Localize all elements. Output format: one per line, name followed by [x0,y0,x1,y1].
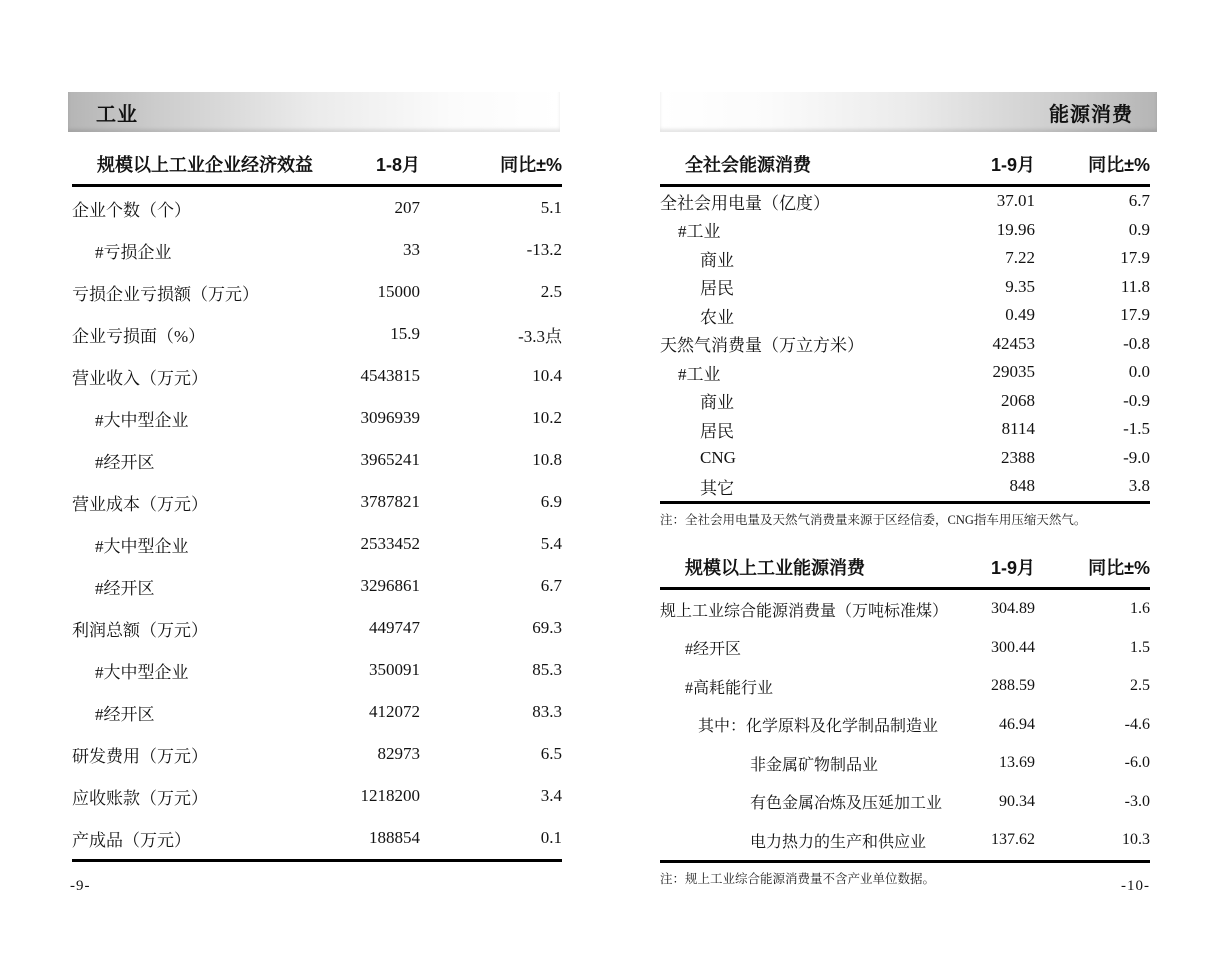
row-label: 电力热力的生产和供应业 [750,833,927,851]
table-row [72,481,562,523]
yoy-header: 同比±% [500,155,562,175]
row-label: 企业亏损面（%） [72,326,206,346]
row-value: 82973 [377,744,420,763]
table-row [72,691,562,733]
period-header: 1-8月 [375,155,420,175]
row-yoy: 6.7 [1128,191,1150,211]
row-yoy: 17.9 [1120,305,1150,325]
table-row [72,733,562,775]
section-band-energy [660,92,1157,132]
table-header-row [72,147,562,187]
row-label: #大中型企业 [95,410,189,430]
row-yoy: 6.9 [540,492,562,511]
row-label: #经开区 [95,452,155,472]
row-yoy: 5.1 [540,198,562,217]
row-value: 29035 [992,362,1035,382]
row-value: 7.22 [1005,248,1035,268]
row-value: 9.35 [1005,276,1035,296]
row-yoy: 69.3 [532,618,562,637]
table-row [660,273,1150,302]
row-yoy: -1.5 [1123,419,1150,439]
row-yoy: -4.6 [1124,715,1150,733]
section-band-industry [68,92,560,132]
yoy-header: 同比±% [1088,155,1150,175]
page-number: -10- [1121,878,1150,894]
table-row [660,358,1150,387]
row-label: 其它 [700,478,734,498]
table-row [660,387,1150,416]
table-row [72,565,562,607]
table-society-energy-consumption [660,147,1150,528]
table-row [72,523,562,565]
row-label: 规上工业综合能源消费量（万吨标准煤） [660,602,949,620]
row-value: 1218200 [360,786,420,805]
row-yoy: -0.8 [1123,333,1150,353]
row-label: CNG [700,447,736,467]
row-value: 3296861 [360,576,420,595]
row-yoy: 83.3 [532,702,562,721]
row-yoy: 3.4 [540,786,562,805]
row-value: 13.69 [999,754,1035,772]
table-row [660,667,1150,706]
row-label: 研发费用（万元） [72,746,208,766]
row-value: 304.89 [991,600,1035,618]
table-row [660,244,1150,273]
row-value: 42453 [992,333,1035,353]
row-label: 农业 [700,307,734,327]
period-header: 1-9月 [990,155,1035,175]
table-header-row [660,147,1150,187]
table-row [72,355,562,397]
row-value: 848 [1009,476,1035,496]
row-value: 33 [403,240,420,259]
row-label: #经开区 [685,641,742,659]
row-value: 449747 [369,618,420,637]
table-title: 全社会能源消费 [685,155,811,175]
row-label: #工业 [678,222,721,242]
row-value: 412072 [369,702,420,721]
row-label: 天然气消费量（万立方米） [660,336,864,356]
row-yoy: -3.0 [1124,792,1150,810]
row-value: 300.44 [991,638,1035,656]
row-yoy: 17.9 [1120,248,1150,268]
row-value: 3787821 [360,492,420,511]
row-label: 非金属矿物制品业 [750,756,879,774]
row-label: #工业 [678,364,721,384]
table-row [72,271,562,313]
row-yoy: 85.3 [532,660,562,679]
table-body [660,590,1150,863]
row-value: 288.59 [991,677,1035,695]
row-label: 居民 [700,421,734,441]
table-row [660,629,1150,668]
table-row [660,783,1150,822]
row-yoy: -6.0 [1124,754,1150,772]
row-label: 其中：化学原料及化学制品制造业 [698,718,939,736]
table-row [72,187,562,229]
row-yoy: -9.0 [1123,447,1150,467]
table-row [660,590,1150,629]
table-row [660,444,1150,473]
row-value: 3965241 [360,450,420,469]
row-value: 207 [394,198,420,217]
table-row [72,817,562,859]
table-title: 规模以上工业能源消费 [685,558,865,578]
table-body [72,187,562,862]
row-value: 137.62 [991,831,1035,849]
row-value: 15000 [377,282,420,301]
row-value: 90.34 [999,792,1035,810]
table-row [660,472,1150,501]
row-value: 19.96 [996,219,1035,239]
row-label: 商业 [700,393,734,413]
table-row [660,821,1150,860]
table-title: 规模以上工业企业经济效益 [97,155,313,175]
row-value: 3096939 [360,408,420,427]
row-label: 有色金属冶炼及压延加工业 [750,795,943,813]
row-label: #大中型企业 [95,536,189,556]
row-label: #经开区 [95,704,155,724]
table-row [72,313,562,355]
page-number: -9- [70,878,91,894]
row-label: 应收账款（万元） [72,788,208,808]
table-row [72,775,562,817]
row-yoy: 0.1 [540,828,562,847]
table-row [72,439,562,481]
row-label: 亏损企业亏损额（万元） [72,284,259,304]
row-value: 46.94 [999,715,1035,733]
period-header: 1-9月 [990,558,1035,578]
row-label: 营业成本（万元） [72,494,208,514]
row-value: 2068 [1001,390,1035,410]
row-yoy: -13.2 [526,240,562,259]
table-row [72,649,562,691]
table-row [660,187,1150,216]
row-yoy: -3.3点 [518,326,562,346]
table-row [660,301,1150,330]
row-value: 37.01 [996,191,1035,211]
row-value: 188854 [369,828,420,847]
row-label: 利润总额（万元） [72,620,208,640]
row-label: 营业收入（万元） [72,368,208,388]
row-label: #经开区 [95,578,155,598]
table-note: 注：全社会用电量及天然气消费量来源于区经信委，CNG指车用压缩天然气。 [660,512,1087,527]
row-label: 居民 [700,279,734,299]
row-yoy: 2.5 [1130,677,1150,695]
table-row [660,216,1150,245]
table-row [72,229,562,271]
row-label: 全社会用电量（亿度） [660,193,830,213]
row-value: 15.9 [390,324,420,343]
row-value: 4543815 [360,366,420,385]
row-yoy: 1.6 [1130,600,1150,618]
row-yoy: 5.4 [540,534,562,553]
row-yoy: 1.5 [1130,638,1150,656]
row-value: 0.49 [1005,305,1035,325]
row-label: #高耗能行业 [685,679,774,697]
table-industry-economic-benefits [72,147,562,862]
row-yoy: 2.5 [540,282,562,301]
table-row [660,706,1150,745]
row-yoy: 11.8 [1120,276,1150,296]
row-yoy: 10.2 [532,408,562,427]
row-label: 产成品（万元） [72,830,191,850]
table-row [72,397,562,439]
row-value: 350091 [369,660,420,679]
row-yoy: 6.5 [540,744,562,763]
table-industrial-energy-consumption [660,550,1150,887]
row-label: #大中型企业 [95,662,189,682]
row-yoy: 10.8 [532,450,562,469]
row-value: 2388 [1001,447,1035,467]
row-yoy: 6.7 [540,576,562,595]
row-yoy: 3.8 [1128,476,1150,496]
row-yoy: 10.4 [532,366,562,385]
row-label: 商业 [700,250,734,270]
table-row [660,415,1150,444]
row-label: #亏损企业 [95,242,172,262]
yoy-header: 同比±% [1088,558,1150,578]
row-yoy: 0.0 [1128,362,1150,382]
row-value: 2533452 [360,534,420,553]
table-header-row [660,550,1150,590]
row-value: 8114 [1001,419,1035,439]
row-label: 企业个数（个） [72,200,191,220]
table-note: 注：规上工业综合能源消费量不含产业单位数据。 [660,871,936,886]
table-row [660,744,1150,783]
row-yoy: 10.3 [1122,831,1150,849]
page-title: 能源消费 [1049,103,1133,126]
row-yoy: -0.9 [1123,390,1150,410]
page-title: 工业 [96,103,138,126]
table-body [660,187,1150,504]
table-row [72,607,562,649]
row-yoy: 0.9 [1128,219,1150,239]
table-row [660,330,1150,359]
